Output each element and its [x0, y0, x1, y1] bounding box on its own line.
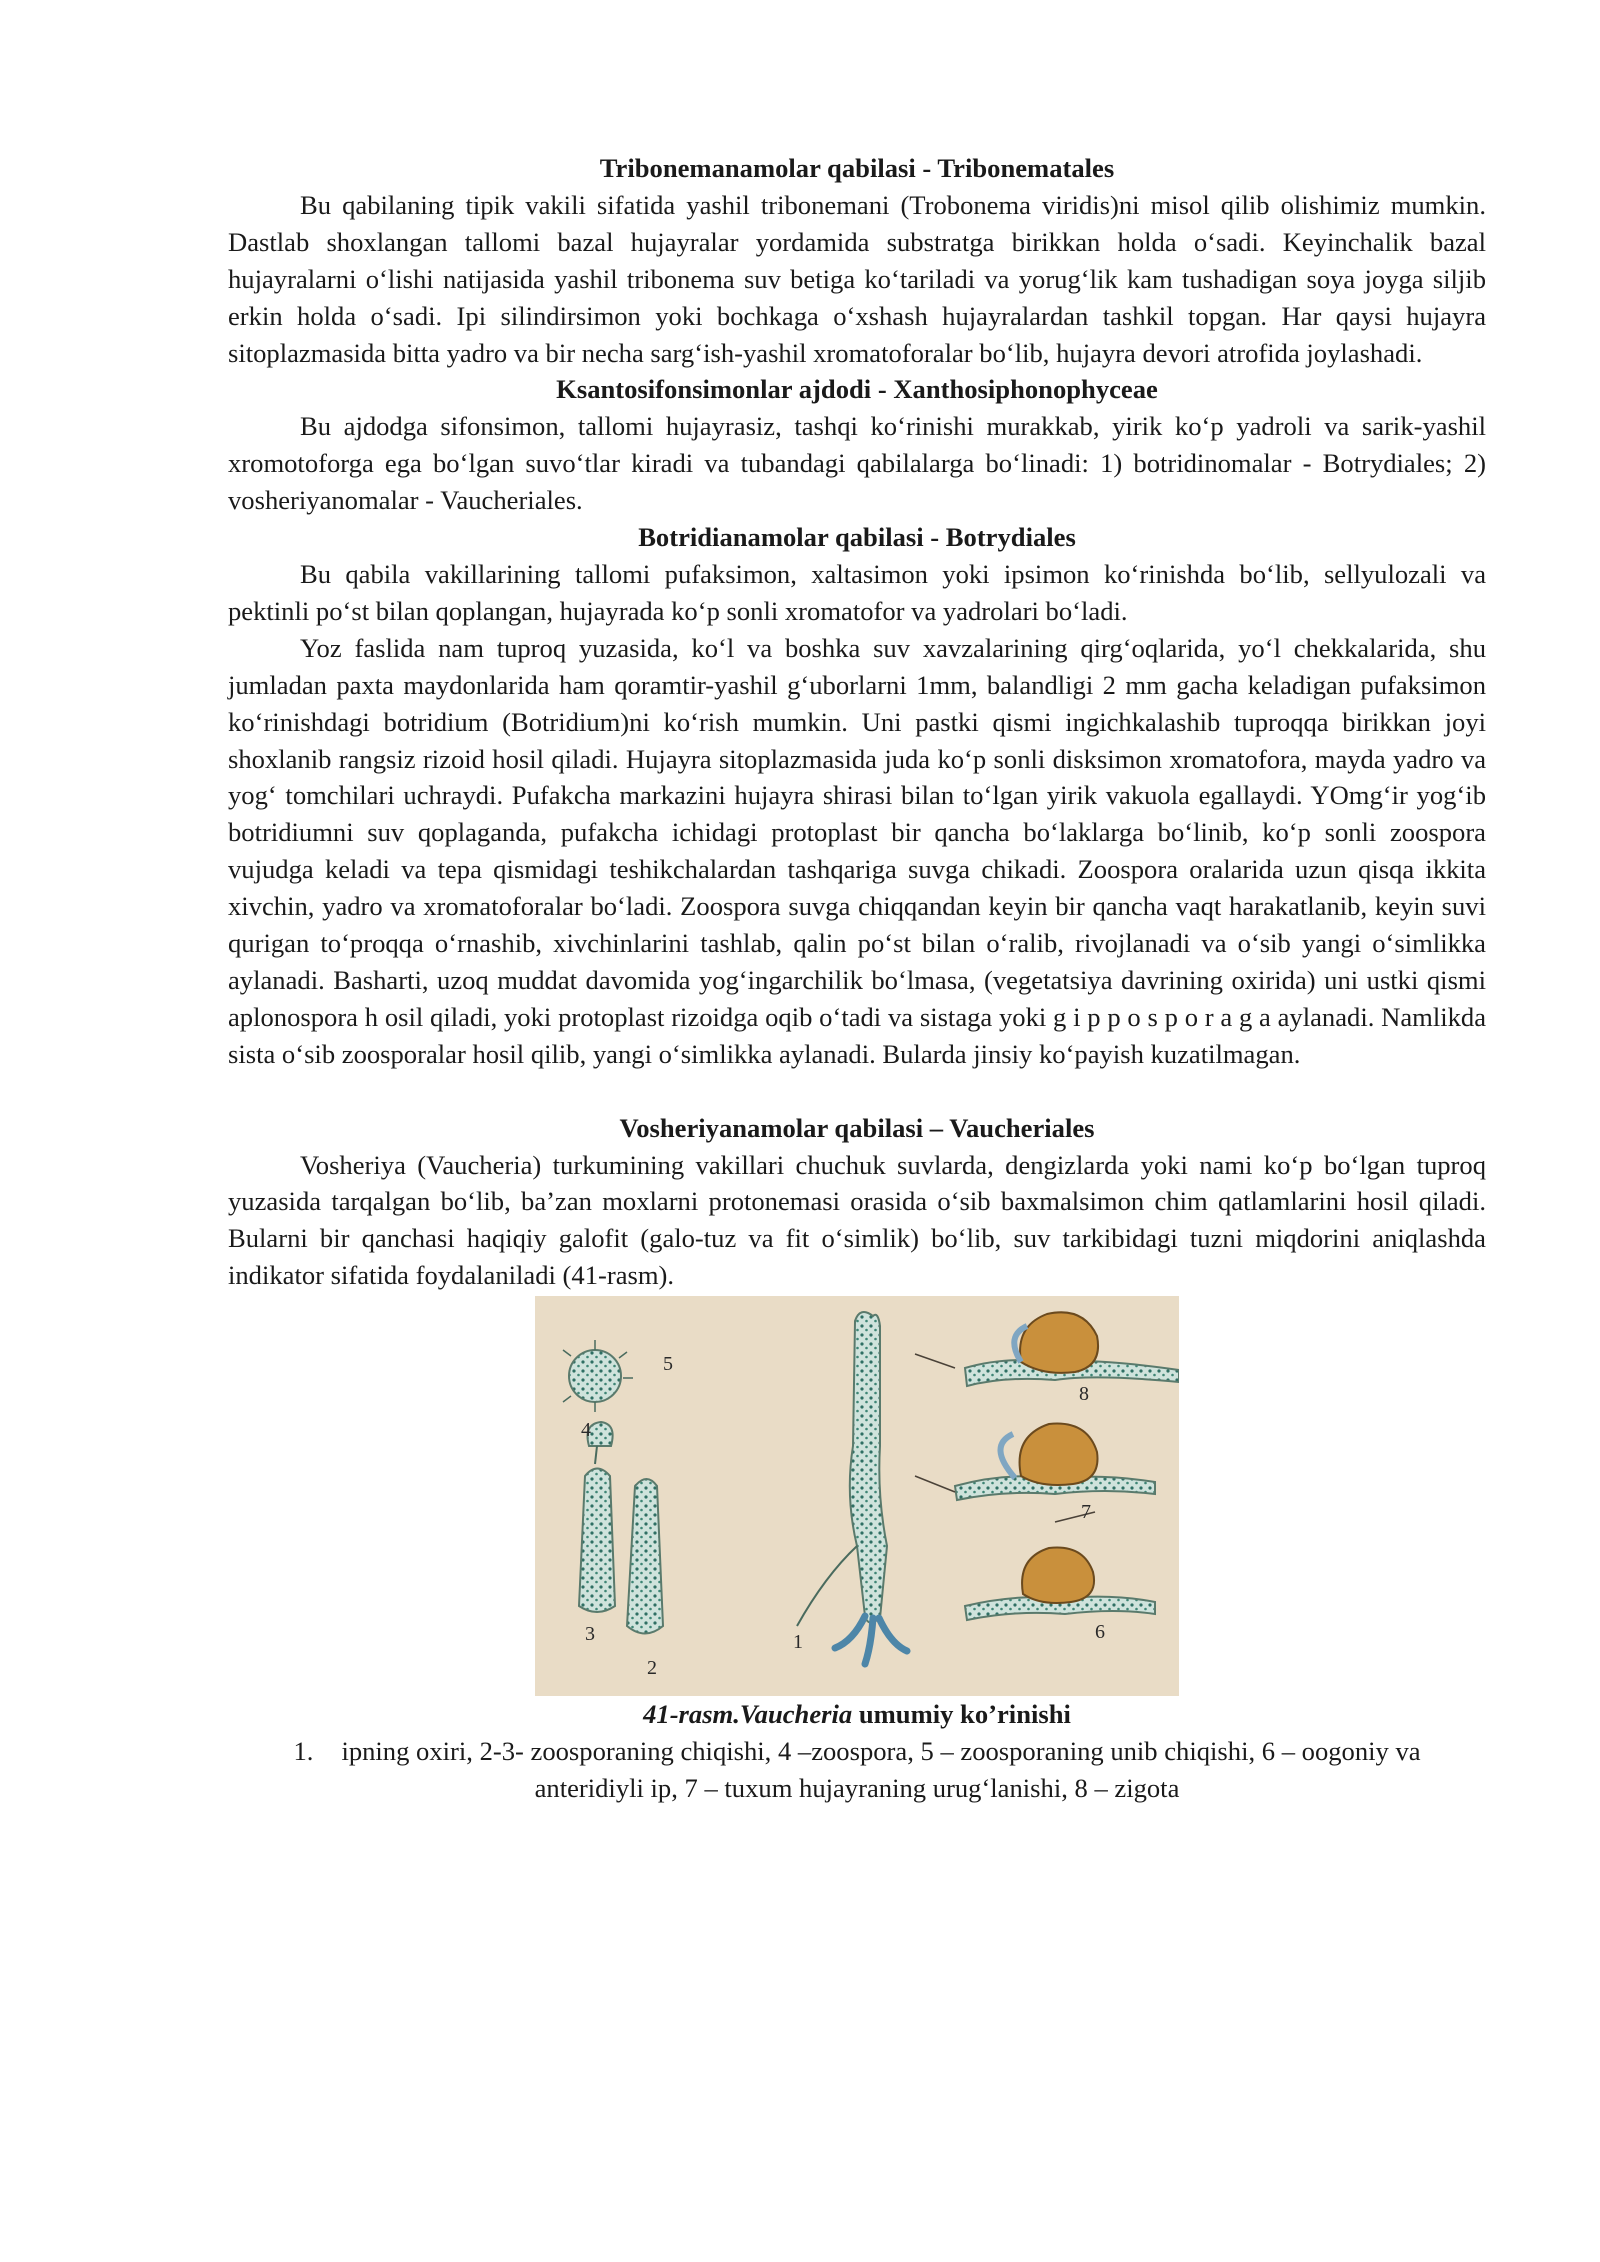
section-heading-vaucheriales: Vosheriyanamolar qabilasi – Vaucheriales	[619, 1112, 1095, 1143]
figure-label-5: 5	[663, 1353, 673, 1376]
vaucheria-figure	[535, 1296, 1179, 1696]
figure-legend	[228, 1733, 1486, 1807]
filament-tip-drawing	[579, 1469, 615, 1613]
figure-caption	[228, 1696, 1486, 1733]
figure-legend-number: 1.	[293, 1736, 314, 1767]
paragraph-botrydiales-2: Yoz faslida nam tuproq yuzasida, ko‘l va boshka suv xavzalarining qirg‘oqlarida, yo‘l chekkalarida, shu jumladan paxta maydonlarida ham qoramtir-yashil g‘uborlarni 1mm, balandligi 2 mm gacha keladigan pufaksimon ko‘rinishdagi botridium (Botridium)ni ko‘rish mumkin. Uni pastki qismi ingichkalashib tuproqqa birikkan joyi shoxlanib rangsiz rizoid hosil qiladi. Hujayra sitoplazmasida juda ko‘p sonli disksimon xromatofora, mayda yadro va yog‘ tomchilari uchraydi. Pufakcha markazini hujayra shirasi bilan to‘lgan yirik vakuola egallaydi. YOmg‘ir yog‘ib botridiumni suv qoplaganda, pufakcha ichidagi protoplast bir qancha bo‘laklarga bo‘linib, ko‘p sonli zoospora vujudga keladi va tepa qismidagi teshikchalardan tashqariga suvga chikadi. Zoospora oralarida uzun qisqa ikkita xivchin, yadro va xromatoforalar bo‘ladi. Zoospora suvga chiqqandan keyin bir qancha vaqt harakatlanib, keyin suvi qurigan to‘proqqa o‘rnashib, xivchinlarini tashlab, qalin po‘st bilan o‘ralib, rivojlanadi va o‘sib yangi o‘simlikka aylanadi. Basharti, uzoq muddat davomida yog‘ingarchilik bo‘lmasa, (vegetatsiya davrining oxirida) uni ustki qismi aplonospora h osil qiladi, yoki protoplast rizoidga oqib o‘tadi va sistaga yoki g i p p o s p o r a g a aylanadi. Namlikda sista o‘sib zoosporalar hosil qilib, yangi o‘simlikka aylanadi. Bularda jinsiy ko‘payish kuzatilmagan.	[228, 632, 1486, 1069]
paragraph-tribonematales: Bu qabilaning tipik vakili sifatida yashil tribonemani (Trobonema viridis)ni misol qilib olishimiz mumkin. Dastlab shoxlangan tallomi bazal hujayralar yordamida substratga birikkan holda o‘sadi. Keyinchalik bazal hujayralarni o‘lishi natijasida yashil tribonema suv betiga ko‘tariladi va yorug‘lik kam tushadigan soya joyga siljib erkin holda o‘sadi. Ipi silindirsimon yoki bochkaga o‘xshash hujayralardan tashkil topgan. Har qaysi hujayra sitoplazmasida bitta yadro va bir necha sarg‘ish-yashil xromatoforalar bo‘lib, hujayra devori atrofida joylashadi.	[228, 189, 1486, 368]
figure-label-7: 7	[1081, 1501, 1091, 1524]
figure-caption-title: umumiy ko’rinishi	[852, 1699, 1071, 1730]
figure-label-4: 4	[581, 1419, 591, 1442]
section-heading-tribonematales: Tribonemanamolar qabilasi - Tribonematales	[599, 153, 1115, 183]
figure-label-2: 2	[647, 1657, 657, 1680]
paragraph-xanthosiphonophyceae: Bu ajdodga sifonsimon, tallomi hujayrasiz, tashqi ko‘rinishi murakkab, yirik ko‘p yadroli va sarik-yashil xromotoforga ega bo‘lgan suvo‘tlar kiradi va tubandagi qabilalarga bo‘linadi: 1) botridinomalar - Botrydiales; 2) vosheriyanomalar - Vaucheriales.	[228, 411, 1486, 516]
section-heading-xanthosiphonophyceae: Ksantosifonsimonlar ajdodi - Xanthosiphonophyceae	[556, 374, 1158, 405]
spacer	[228, 1073, 1486, 1110]
paragraph-botrydiales-1: Bu qabila vakillarining tallomi pufaksimon, xaltasimon yoki ipsimon ko‘rinishda bo‘lib, sellyulozali va pektinli po‘st bilan qoplangan, hujayrada ko‘p sonli xromatofor va yadrolari bo‘ladi.	[228, 558, 1486, 626]
figure-label-6: 6	[1095, 1621, 1105, 1644]
paragraph-vaucheriales: Vosheriya (Vaucheria) turkumining vakillari chuchuk suvlarda, dengizlarda yoki nami ko‘p bo‘lgan tuproq yuzasida tarqalgan bo‘lib, ba’zan moxlarni protonemasi orasida o‘sib baxmalsimon chim qatlamlarini hosil qiladi. Bularni bir qanchasi haqiqiy galofit (galo-tuz va fit o‘simlik) bo‘lib, suv tarkibidagi tuzni miqdorini aniqlashda indikator sifatida foydalaniladi (41-rasm).	[228, 1149, 1486, 1291]
figure-caption-genus: Vaucheria	[739, 1699, 853, 1730]
vaucheria-illustration	[535, 1296, 1179, 1696]
figure-legend-item	[228, 1733, 1486, 1807]
document-page	[228, 150, 1486, 1807]
figure-label-1: 1	[793, 1631, 803, 1654]
figure-label-8: 8	[1079, 1383, 1089, 1406]
figure-legend-text: ipning oxiri, 2-3- zoosporaning chiqishi, 4 –zoospora, 5 – zoosporaning unib chiqishi, 6 – oogoniy va anteridiyli ip, 7 – tuxum hujayraning urug‘lanishi, 8 – zigota	[341, 1736, 1421, 1803]
section-heading-botrydiales: Botridianamolar qabilasi - Botrydiales	[638, 522, 1076, 553]
figure-label-3: 3	[585, 1623, 595, 1646]
figure-caption-number: 41-rasm.	[643, 1699, 740, 1730]
